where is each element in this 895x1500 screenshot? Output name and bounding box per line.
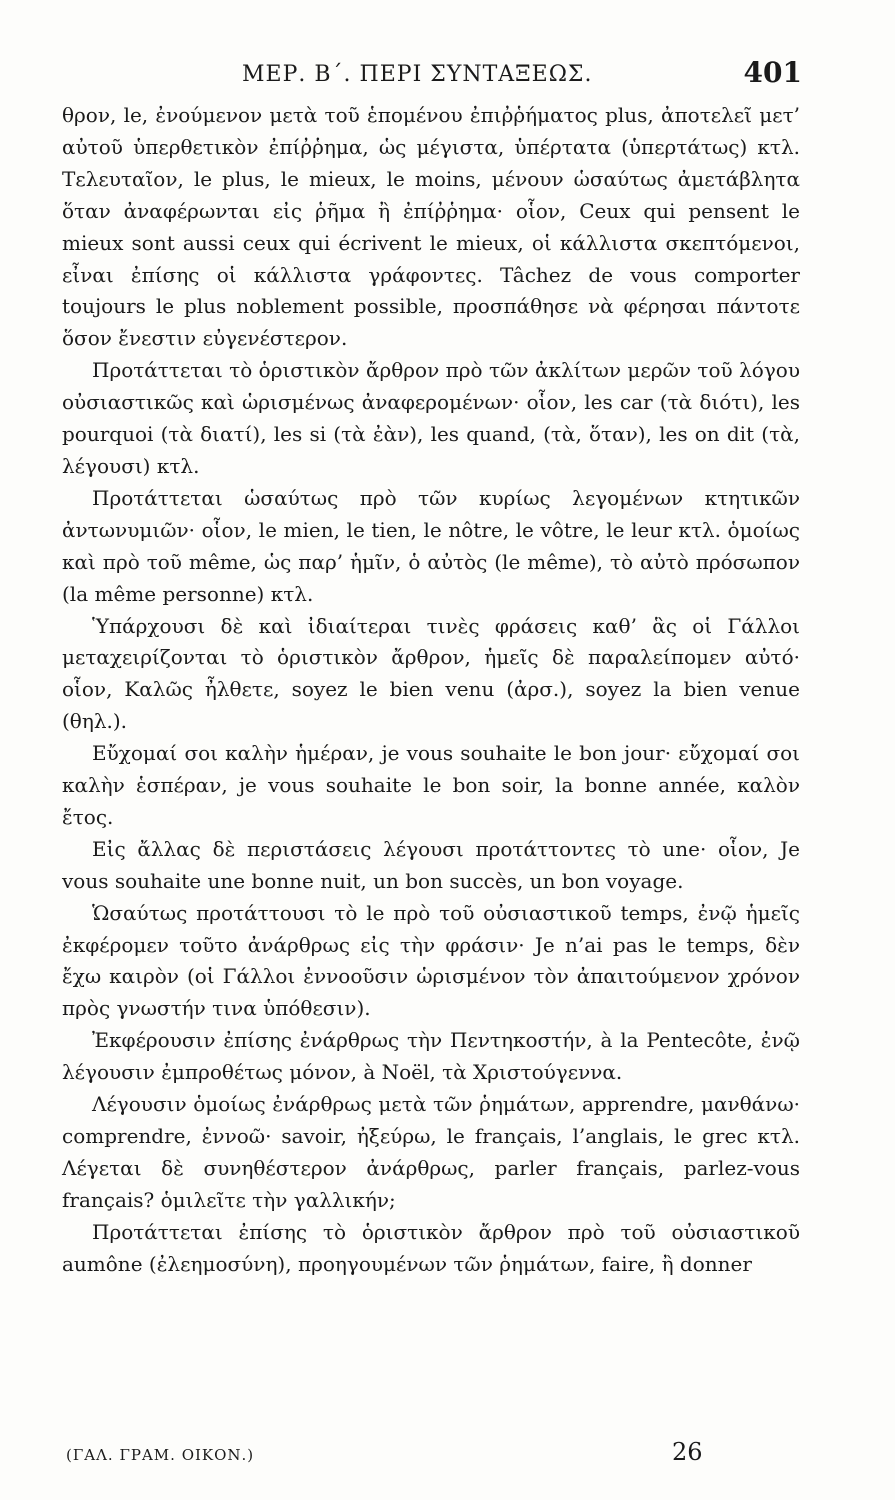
paragraph-2: Προτάττεται τὸ ὁριστικὸν ἄρθρον πρὸ τῶν ἀκλίτων μερῶν τοῦ λόγου οὐσιαστικῶς καὶ ὡρισμένως ἀναφερομένων· οἷον, les car (τὰ διότι), les pourquoi (τὰ διατί), les si (τὰ ἐὰν), les quand, (τὰ, ὅταν), les on dit (τὰ, λέγουσι) κτλ. [62, 358, 800, 478]
paragraph-6: Εἰς ἄλλας δὲ περιστάσεις λέγουσι προτάττοντες τὸ une· οἷον, Je vous souhaite une bonne nuit, un bon succès, un bon voyage. [62, 836, 800, 893]
paragraph-1: θρον, le, ἐνούμενον μετὰ τοῦ ἑπομένου ἐπιῤῥήματος plus, ἀποτελεῖ μετ’ αὐτοῦ ὑπερθετικὸν ἐπίῤῥημα, ὡς μέγιστα, ὑπέρτατα (ὑπερτάτως) κτλ. Τελευταῖον, le plus, le mieux, le moins, μένουν ὡσαύτως ἀμετάβλητα ὅταν ἀναφέρωνται εἰς ῥῆμα ἢ ἐπίῤῥημα· οἷον, Ceux qui pensent le mieux sont aussi ceux qui écrivent le mieux, οἱ κάλλιστα σκεπτόμενοι, εἶναι ἐπίσης οἱ κάλλιστα γράφοντες. Tâchez de vous comporter toujours le plus noblement possible, προσπάθησε νὰ φέρησαι πάντοτε ὅσον ἔνεστιν εὐγενέστερον. [62, 103, 800, 351]
paragraph-10: Προτάττεται ἐπίσης τὸ ὁριστικὸν ἄρθρον πρὸ τοῦ οὐσιαστικοῦ aumône (ἐλεημοσύνη), προηγουμένων τῶν ῥημάτων, faire, ἢ donner [62, 1219, 800, 1276]
signature-mark: (ΓΑΛ. ΓΡΑΜ. ΟΙΚΟΝ.) [66, 1446, 255, 1464]
paragraph-8: Ἐκφέρουσιν ἐπίσης ἐνάρθρως τὴν Πεντηκοστήν, à la Pentecôte, ἐνῷ λέγουσιν ἐμπροθέτως μόνον, à Noël, τὰ Χριστούγεννα. [62, 1028, 800, 1085]
running-head-title: ΜΕΡ. Β΄. ΠΕΡΙ ΣΥΝΤΑΞΕΩΣ. [242, 62, 593, 87]
signature-line [62, 1436, 800, 1476]
paragraph-9: Λέγουσιν ὁμοίως ἐνάρθρως μετὰ τῶν ῥημάτων, apprendre, μανθάνω· comprendre, ἐννοῶ· savoir, ἠξεύρω, le français, l’anglais, le grec κτλ. Λέγεται δὲ συνηθέστερον ἀνάρθρως, parler français, parlez-vous français? ὁμιλεῖτε τὴν γαλλικήν; [62, 1092, 800, 1212]
paragraph-7: Ὡσαύτως προτάττουσι τὸ le πρὸ τοῦ οὐσιαστικοῦ temps, ἐνῷ ἡμεῖς ἐκφέρομεν τοῦτο ἀνάρθρως εἰς τὴν φράσιν· Je n’ai pas le temps, δὲν ἔχω καιρὸν (οἱ Γάλλοι ἐννοοῦσιν ὡρισμένον τὸν ἀπαιτούμενον χρόνον πρὸς γνωστήν τινα ὑπόθεσιν). [62, 900, 800, 1021]
running-head [62, 56, 802, 96]
paragraph-3: Προτάττεται ὡσαύτως πρὸ τῶν κυρίως λεγομένων κτητικῶν ἀντωνυμιῶν· οἷον, le mien, le tien, le nôtre, le vôtre, le leur κτλ. ὁμοίως καὶ πρὸ τοῦ même, ὡς παρ’ ἡμῖν, ὁ αὐτὸς (le même), τὸ αὐτὸ πρόσωπον (la même personne) κτλ. [62, 485, 800, 606]
page-number: 401 [743, 56, 802, 89]
body-text [62, 100, 800, 1410]
paragraph-5: Εὔχομαί σοι καλὴν ἡμέραν, je vous souhaite le bon jour· εὔχομαί σοι καλὴν ἑσπέραν, je vous souhaite le bon soir, la bonne année, καλὸν ἔτος. [62, 741, 800, 829]
signature-number: 26 [672, 1438, 703, 1466]
paragraph-4: Ὑπάρχουσι δὲ καὶ ἰδιαίτεραι τινὲς φράσεις καθ’ ἃς οἱ Γάλλοι μεταχειρίζονται τὸ ὁριστικὸν ἄρθρον, ἡμεῖς δὲ παραλείπομεν αὐτό· οἷον, Καλῶς ἦλθετε, soyez le bien venu (ἀρσ.), soyez la bien venue (θηλ.). [62, 613, 800, 734]
